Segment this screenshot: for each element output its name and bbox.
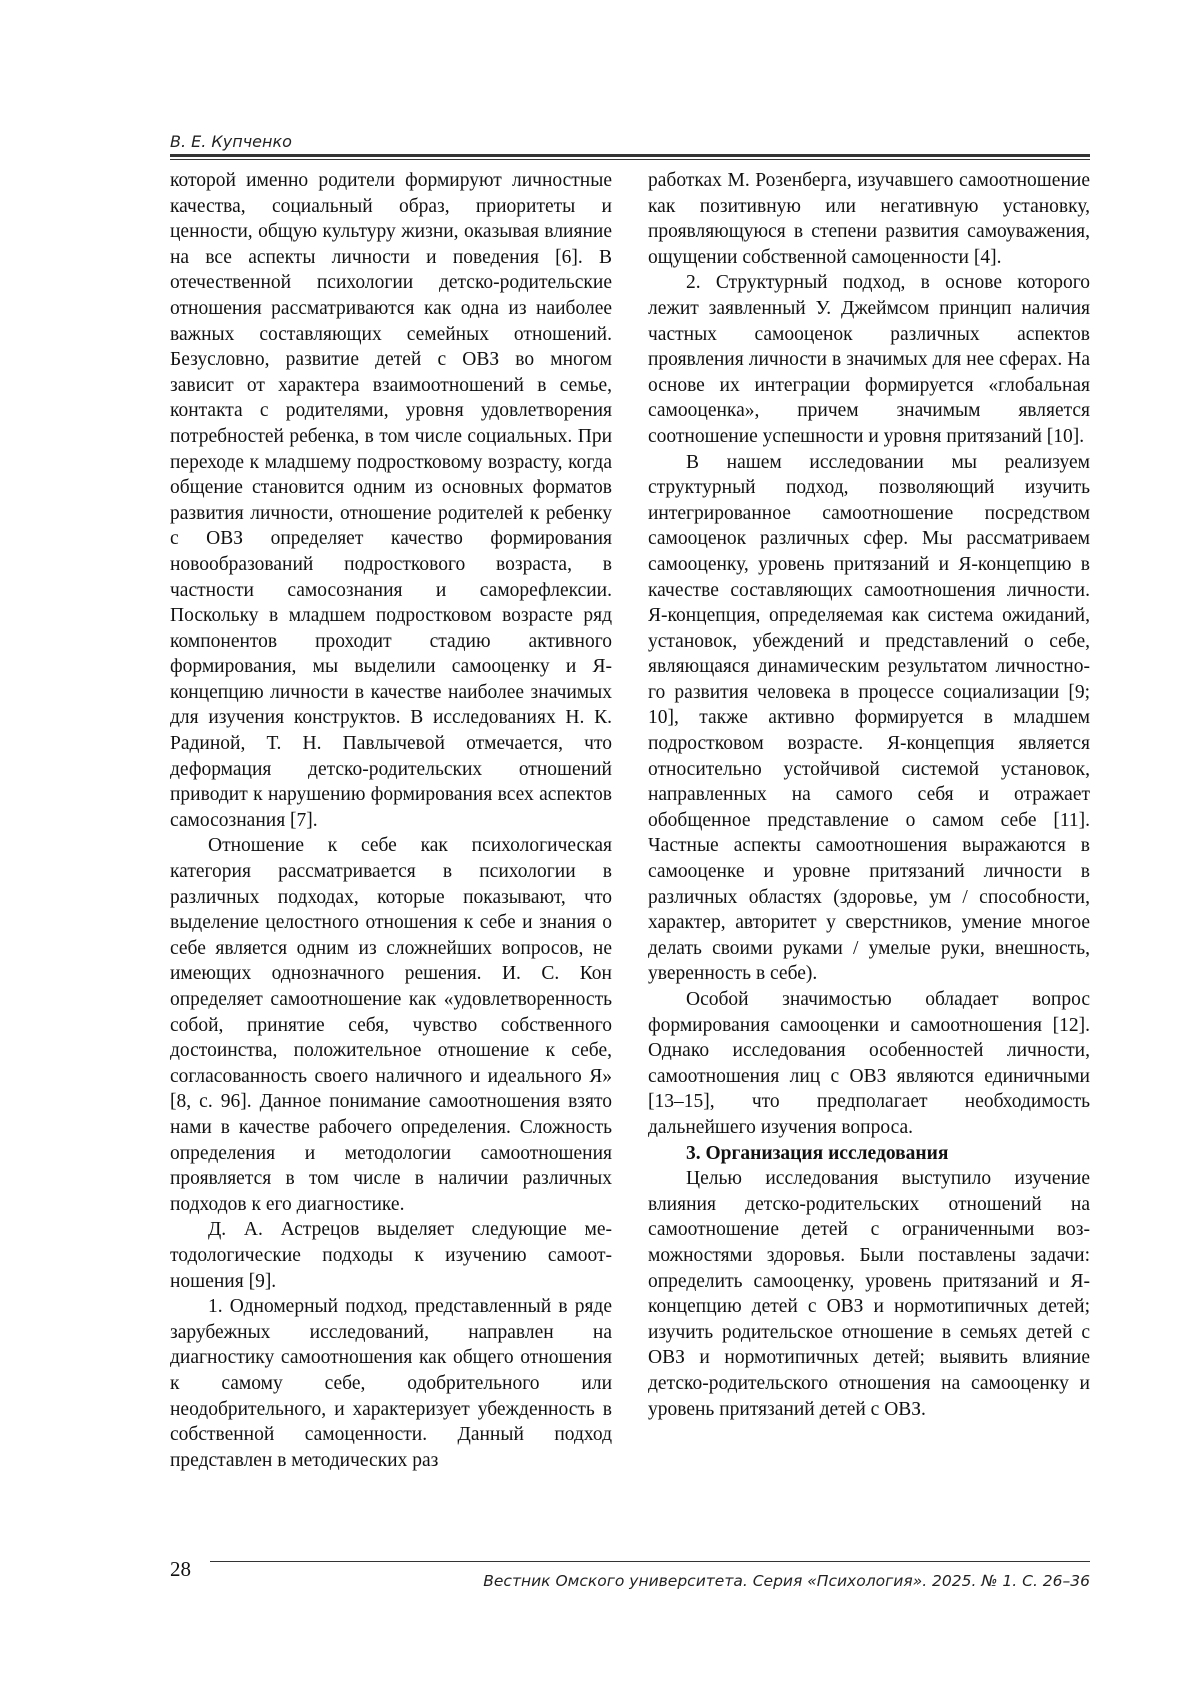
right-paragraph-5: Целью исследования выступило изучение влияния детско-родительских отношений на самоотношение детей с ограниченными возможностями здоровья. Были поставлены задачи: определить самооценку, уровень притязаний и Я-концепцию детей с ОВЗ и нормотипичных детей; изучить родительское отношение в семьях детей с ОВЗ и нормотипичных детей; выявить влияние детско-родительского отношения на самооценку и уровень притязаний детей с ОВЗ. bbox=[648, 1168, 1090, 1420]
running-head-author: В. Е. Купченко bbox=[170, 132, 292, 151]
left-column bbox=[170, 168, 612, 1473]
right-paragraph-1: работках М. Розенберга, изучавшего самоотношение как позитивную или негативную установку, проявляющуюся в степени развития самоуважения, ощущении собственной самоценности [4]. bbox=[648, 170, 1090, 268]
journal-citation: Вестник Омского университета. Серия «Психология». 2025. № 1. С. 26–36 bbox=[483, 1572, 1090, 1590]
section-heading: 3. Организация исследования bbox=[686, 1142, 949, 1164]
header-rule-thick bbox=[170, 154, 1090, 157]
footer-rule bbox=[210, 1561, 1090, 1562]
left-paragraph-1: которой именно родители формируют личностные качества, социальный образ, приоритеты и ценности, общую культуру жизни, оказывая влияние на все аспекты личности и поведения [6]. В отечественной психологии детско-родительские отношения рассматриваются как одна из наиболее важных составляющих семейных отношений. Безусловно, развитие детей с ОВЗ во многом зависит от характера взаимоотношений в семье, контакта с родителями, уровня удовлетворения потребностей ребенка, в том числе социальных. При переходе к младшему подростковому возрасту, когда общение становится одним из основных форматов развития личности, отношение родителей к ребенку с ОВЗ определяет качество формирования новообразований подросткового возраста, в частности самосознания и саморефлексии. Поскольку в младшем подростковом возрасте ряд компонентов проходит стадию активного формирования, мы выделили самооценку и Я-концепцию личности в качестве наиболее значимых для изучения конструктов. В исследованиях Н. К. Радиной, Т. Н. Павлычевой отмечается, что деформация детско-родительских отношений приводит к нарушению формирования всех аспектов самосознания [7]. bbox=[170, 170, 612, 831]
header-rule-thin bbox=[170, 159, 1090, 160]
page-number: 28 bbox=[170, 1557, 191, 1581]
left-paragraph-4: 1. Одномерный подход, представленный в ряде зарубежных исследований, направлен на диагностику самоотношения как общего отношения к самому себе, одобрительного или неодобрительного, и характеризует убежденность в собственной самоценности. Данный подход представлен в методических раз bbox=[170, 1296, 612, 1471]
right-paragraph-3: В нашем исследовании мы реализуем структурный подход, позволяющий изучить интегрированное самоотношение посредством самооценок различных сфер. Мы рассматриваем самооценку, уровень притязаний и Я-концепцию в качестве составляющих самоотношения личности. Я-концепция, определяемая как система ожиданий, установок, убеждений и представлений о себе, являющаяся динамическим результатом личностного развития человека в процессе социализации [9; 10], также активно формируется в младшем подростковом возрасте. Я-концепция является относительно устойчивой системой установок, направленных на самого себя и отражает обобщенное представление о самом себе [11]. Частные аспекты самоотношения выражаются в самооценке и уровне притязаний личности в различных областях (здоровье, ум / способности, характер, авторитет у сверстников, умение многое делать своими руками / умелые руки, внешность, уверенность в себе). bbox=[648, 451, 1090, 985]
right-column bbox=[648, 168, 1090, 1422]
left-paragraph-3: Д. А. Астрецов выделяет следующие методологические подходы к изучению самоотношения [9]. bbox=[170, 1219, 612, 1292]
right-paragraph-4: Особой значимостью обладает вопрос формирования самооценки и самоотношения [12]. Однако исследования особенностей личности, самоотношения лиц с ОВЗ являются единичными [13–15], что предполагает необходимость дальнейшего изучения вопроса. bbox=[648, 989, 1090, 1138]
right-paragraph-2: 2. Структурный подход, в основе которого лежит заявленный У. Джеймсом принцип наличия частных самооценок различных аспектов проявления личности в значимых для нее сферах. На основе их интеграции формируется «глобальная самооценка», причем значимым является соотношение успешности и уровня притязаний [10]. bbox=[648, 272, 1090, 447]
left-paragraph-2: Отношение к себе как психологическая категория рассматривается в психологии в различных подходах, которые показывают, что выделение целостного отношения к себе и знания о себе является одним из сложнейших вопросов, не имеющих однозначного решения. И. С. Кон определяет самоотношение как «удовлетворенность собой, принятие себя, чувство собственного достоинства, положительное отношение к себе, согласованность своего наличного и идеального Я» [8, с. 96]. Данное понимание самоотношения взято нами в качестве рабочего определения. Сложность определения и методологии самоотношения проявляется в том числе в наличии различных подходов к его диагностике. bbox=[170, 835, 612, 1215]
